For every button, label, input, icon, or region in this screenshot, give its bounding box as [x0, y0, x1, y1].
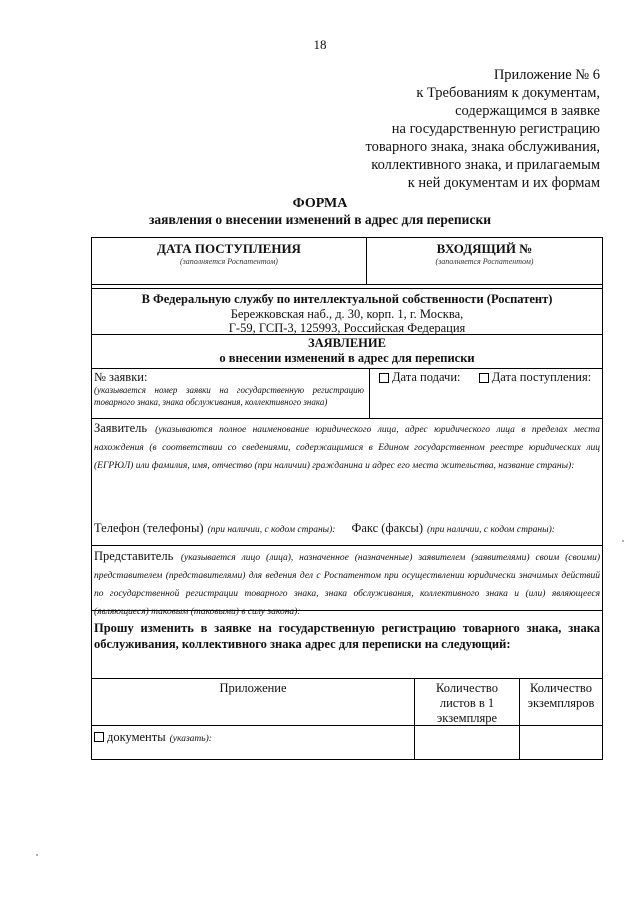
divider	[92, 288, 602, 289]
appendix-line: к Требованиям к документам,	[416, 85, 600, 101]
applicant-cell[interactable]	[94, 420, 600, 474]
appendix-line: к ней документам и их формам	[407, 175, 600, 191]
documents-row	[94, 728, 212, 746]
phone-hint: (при наличии, с кодом страны):	[207, 525, 336, 535]
divider	[92, 368, 602, 369]
documents-hint: (указать):	[169, 734, 212, 744]
form-frame	[91, 237, 603, 760]
appendix-line: коллективного знака, и прилагаемым	[371, 157, 600, 173]
divider	[92, 545, 602, 546]
form-title: ФОРМА	[292, 196, 348, 211]
appendix-line: на государственную регистрацию	[391, 121, 600, 137]
application-number-label: № заявки:	[94, 370, 148, 384]
filing-date-label: Дата подачи:	[392, 370, 461, 384]
request-text: Прошу изменить в заявке на государственную регистрацию товарного знака, знака обслуживания, коллективного знака адрес для переписки на следующий:	[94, 621, 600, 651]
scan-speck	[622, 540, 624, 542]
appendix-line: содержащимся в заявке	[455, 103, 600, 119]
addressee-line: В Федеральную службу по интеллектуальной собственности (Роспатент)	[141, 292, 553, 306]
fax-hint: (при наличии, с кодом страны):	[427, 525, 555, 535]
statement-subtitle: о внесении изменений в адрес для переписки	[219, 351, 475, 365]
page-number: 18	[313, 37, 327, 52]
documents-label: документы	[107, 730, 166, 744]
representative-label: Представитель	[94, 549, 174, 563]
statement-block	[92, 336, 602, 366]
form-subtitle: заявления о внесении изменений в адрес для переписки	[148, 212, 491, 227]
receipt-date-cell	[92, 241, 366, 266]
applicant-label: Заявитель	[94, 421, 148, 435]
statement-title: ЗАЯВЛЕНИЕ	[308, 336, 386, 350]
receipt-date-field-label: Дата поступления:	[491, 370, 592, 384]
applicant-phone-fax	[94, 519, 555, 537]
application-number-hint: (указывается номер заявки на государственную регистрацию товарного знака, знака обслуживания, коллективного знака)	[94, 385, 364, 407]
incoming-number-cell	[367, 241, 602, 266]
incoming-number-label: ВХОДЯЩИЙ №	[436, 241, 533, 256]
application-number-cell[interactable]	[94, 370, 364, 408]
phone-label: Телефон (телефоны)	[94, 521, 204, 535]
addressee-line: Г-59, ГСП-3, 125993, Российская Федерация	[228, 321, 466, 335]
fax-label: Факс (факсы)	[351, 521, 423, 535]
divider	[414, 678, 415, 759]
divider	[92, 678, 602, 679]
appendix-line: товарного знака, знака обслуживания,	[365, 139, 600, 155]
receipt-date-label: ДАТА ПОСТУПЛЕНИЯ	[157, 241, 301, 256]
representative-hint: (указывается лицо (лица), назначенное (назначенные) заявителем (заявителями) своим (своими) представителем (представителями) для ведения дел с Роспатентом при осуществлении юридически значимых действий по государственной регистрации товарного знака, знака обслуживания, коллективного знака и (или) являющееся (являющиеся) таковым (таковыми) в силу закона):	[94, 553, 600, 617]
incoming-number-note: (заполняется Роспатентом)	[435, 257, 534, 266]
divider	[92, 725, 602, 726]
divider	[92, 418, 602, 419]
filing-date-checkbox[interactable]	[379, 373, 389, 383]
col-copies-header: Количество экземпляров	[527, 681, 595, 710]
divider	[369, 368, 370, 418]
col-sheets-header: Количество листов в 1 экземпляре	[436, 681, 498, 725]
application-dates	[379, 370, 591, 385]
applicant-hint: (указываются полное наименование юридического лица, адрес юридического лица в пределах места нахождения (в соответствии со сведениями, содержащимися в Едином государственном реестре юридических лиц (ЕГРЮЛ) или фамилия, имя, отчество (при наличии) гражданина и адрес его места жительства, название страны):	[94, 425, 601, 471]
appendix-line: Приложение № 6	[493, 67, 600, 83]
receipt-date-note: (заполняется Роспатентом)	[180, 257, 278, 266]
receipt-date-checkbox[interactable]	[479, 373, 489, 383]
addressee-block	[92, 292, 602, 336]
addressee-line: Бережковская наб., д. 30, корп. 1, г. Москва,	[230, 306, 464, 321]
scan-speck	[36, 854, 38, 856]
appendix-header	[330, 66, 600, 192]
col-appendix-header: Приложение	[219, 681, 287, 695]
documents-checkbox[interactable]	[94, 732, 104, 742]
divider	[92, 284, 602, 285]
representative-cell[interactable]	[94, 548, 600, 620]
